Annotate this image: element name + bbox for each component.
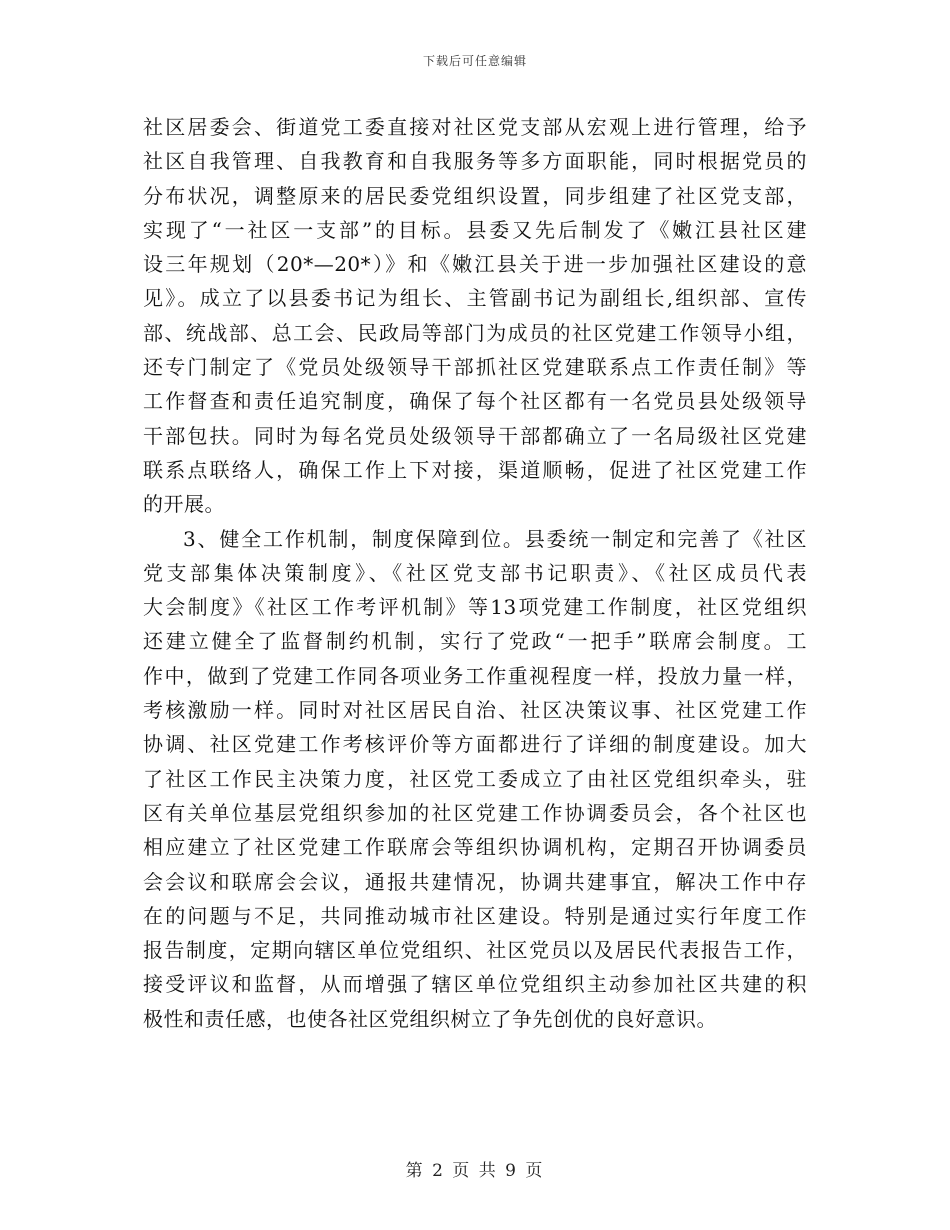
text-line: 大会制度》《社区工作考评机制》等13项党建工作制度，社区党组织 bbox=[143, 595, 807, 620]
text-line: 考核激励一样。同时对社区居民自治、社区决策议事、社区党建工作 bbox=[143, 698, 807, 723]
text-line: 联系点联络人，确保工作上下对接，渠道顺畅，促进了社区党建工作 bbox=[143, 457, 807, 482]
text-line: 社区自我管理、自我教育和自我服务等多方面职能，同时根据党员的 bbox=[143, 149, 807, 174]
paragraph-2 bbox=[143, 522, 807, 1036]
text-line: 干部包扶。同时为每名党员处级领导干部都确立了一名局级社区党建 bbox=[143, 423, 807, 448]
page-header-note: 下载后可任意编辑 bbox=[422, 54, 527, 68]
document-body bbox=[143, 110, 807, 1036]
text-line: 党支部集体决策制度》、《社区党支部书记职责》、《社区成员代表 bbox=[143, 560, 807, 585]
text-line: 在的问题与不足，共同推动城市社区建设。特别是通过实行年度工作 bbox=[143, 903, 807, 928]
text-line: 社区居委会、街道党工委直接对社区党支部从宏观上进行管理，给予 bbox=[143, 115, 807, 139]
text-line: 区有关单位基层党组织参加的社区党建工作协调委员会，各个社区也 bbox=[143, 800, 807, 825]
text-line: 设三年规划（20*—20*）》和《嫩江县关于进一步加强社区建设的意 bbox=[143, 252, 807, 277]
text-line: 协调、社区党建工作考核评价等方面都进行了详细的制度建设。加大 bbox=[143, 732, 807, 757]
text-line: 报告制度，定期向辖区单位党组织、社区党员以及居民代表报告工作， bbox=[143, 938, 807, 963]
text-line: 相应建立了社区党建工作联席会等组织协调机构，定期召开协调委员 bbox=[143, 835, 807, 860]
text-line: 部、统战部、总工会、民政局等部门为成员的社区党建工作领导小组， bbox=[143, 320, 807, 345]
text-line: 的开展。 bbox=[143, 492, 225, 517]
paragraph-1 bbox=[143, 110, 807, 522]
text-line: 3、健全工作机制，制度保障到位。县委统一制定和完善了《社区 bbox=[183, 526, 807, 551]
text-line: 极性和责任感，也使各社区党组织树立了争先创优的良好意识。 bbox=[143, 1006, 717, 1031]
page-number-footer: 第 2 页 共 9 页 bbox=[405, 1161, 545, 1181]
text-line: 实现了“一社区一支部”的目标。县委又先后制发了《嫩江县社区建 bbox=[143, 217, 807, 242]
text-line: 还专门制定了《党员处级领导干部抓社区党建联系点工作责任制》等 bbox=[143, 355, 807, 380]
text-line: 作中，做到了党建工作同各项业务工作重视程度一样，投放力量一样， bbox=[143, 663, 807, 688]
text-line: 接受评议和监督，从而增强了辖区单位党组织主动参加社区共建的积 bbox=[143, 972, 807, 997]
text-line: 工作督查和责任追究制度，确保了每个社区都有一名党员县处级领导 bbox=[143, 389, 807, 414]
text-line: 还建立健全了监督制约机制，实行了党政“一把手”联席会制度。工 bbox=[143, 629, 807, 654]
text-line: 见》。成立了以县委书记为组长、主管副书记为副组长,组织部、宣传 bbox=[143, 286, 807, 311]
text-line: 了社区工作民主决策力度，社区党工委成立了由社区党组织牵头，驻 bbox=[143, 766, 807, 791]
text-line: 分布状况，调整原来的居民委党组织设置，同步组建了社区党支部， bbox=[143, 183, 807, 208]
text-line: 会会议和联席会会议，通报共建情况，协调共建事宜，解决工作中存 bbox=[143, 869, 807, 894]
